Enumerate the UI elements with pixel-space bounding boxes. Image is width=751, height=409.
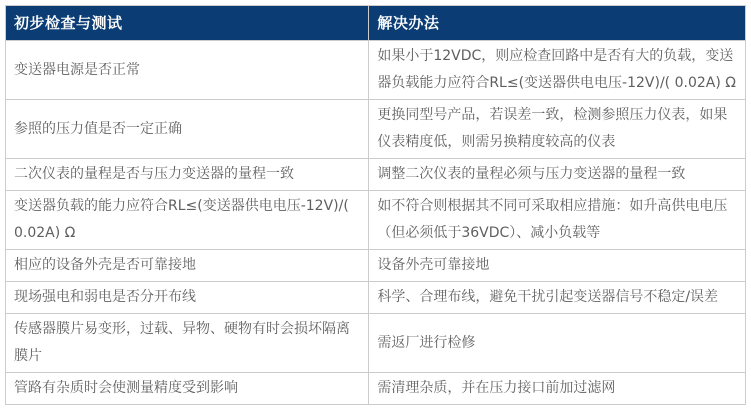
check-cell: 管路有杂质时会使测量精度受到影响	[6, 373, 369, 405]
table-row	[6, 41, 746, 100]
solution-cell: 需清理杂质，并在压力接口前加过滤网	[369, 373, 746, 405]
table-row	[6, 159, 746, 191]
table-body	[6, 41, 746, 405]
solution-cell: 如不符合则根据其不同可采取相应措施：如升高供电电压（但必须低于36VDC）、减小负载等	[369, 191, 746, 250]
check-cell: 二次仪表的量程是否与压力变送器的量程一致	[6, 159, 369, 191]
table-row	[6, 250, 746, 282]
header-row	[6, 6, 746, 41]
solution-cell: 设备外壳可靠接地	[369, 250, 746, 282]
solution-cell: 如果小于12VDC，则应检查回路中是否有大的负载，变送器负载能力应符合RL≤(变送器供电电压-12V)/( 0.02A) Ω	[369, 41, 746, 100]
table-row	[6, 100, 746, 159]
check-cell: 传感器膜片易变形，过载、异物、硬物有时会损坏隔离膜片	[6, 314, 369, 373]
column-header-solution: 解决办法	[369, 6, 746, 41]
check-cell: 相应的设备外壳是否可靠接地	[6, 250, 369, 282]
table-row	[6, 282, 746, 314]
check-cell: 现场强电和弱电是否分开布线	[6, 282, 369, 314]
troubleshooting-table	[5, 5, 746, 405]
solution-cell: 调整二次仪表的量程必须与压力变送器的量程一致	[369, 159, 746, 191]
check-cell: 变送器电源是否正常	[6, 41, 369, 100]
solution-cell: 需返厂进行检修	[369, 314, 746, 373]
table-row	[6, 373, 746, 405]
table-row	[6, 314, 746, 373]
solution-cell: 科学、合理布线，避免干扰引起变送器信号不稳定/误差	[369, 282, 746, 314]
table-row	[6, 191, 746, 250]
column-header-check: 初步检查与测试	[6, 6, 369, 41]
solution-cell: 更换同型号产品，若误差一致，检测参照压力仪表，如果仪表精度低，则需另换精度较高的仪表	[369, 100, 746, 159]
check-cell: 参照的压力值是否一定正确	[6, 100, 369, 159]
check-cell: 变送器负载的能力应符合RL≤(变送器供电电压-12V)/( 0.02A) Ω	[6, 191, 369, 250]
